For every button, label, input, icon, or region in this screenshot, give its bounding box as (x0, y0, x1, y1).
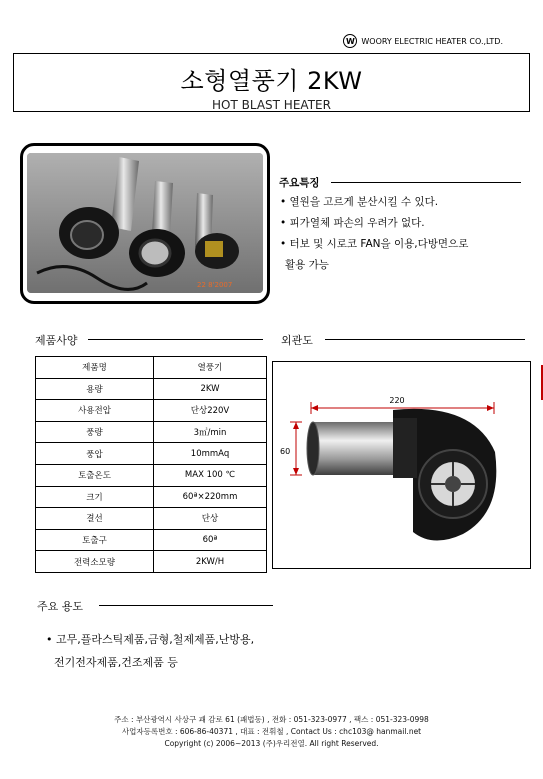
spec-label: 전력소모량 (36, 551, 154, 573)
spec-label: 풍량 (36, 421, 154, 443)
feature-item: • 피가열체 파손의 우려가 없다. (280, 217, 425, 229)
table-row (36, 529, 267, 551)
company-header (343, 34, 503, 48)
page-subtitle: HOT BLAST HEATER (212, 98, 331, 112)
spec-value: 2KW (154, 378, 267, 400)
spec-label: 제품명 (36, 357, 154, 379)
table-row (36, 378, 267, 400)
dimension-drawing-illustration (273, 362, 530, 568)
spec-value: 3㎥/min (154, 421, 267, 443)
spec-value: 60ª×220mm (154, 486, 267, 508)
width-dimension-label: 220 (389, 396, 405, 405)
spec-table (35, 356, 267, 573)
features-heading: 주요특징 (279, 177, 320, 189)
spec-label: 토출구 (36, 529, 154, 551)
spec-value: 2KW/H (154, 551, 267, 573)
drawing-divider (325, 339, 525, 340)
drawing-heading: 외관도 (281, 334, 313, 347)
spec-divider (88, 339, 263, 340)
spec-value: MAX 100 ℃ (154, 464, 267, 486)
table-row (36, 486, 267, 508)
spec-value: 단상 (154, 508, 267, 530)
spec-label: 크기 (36, 486, 154, 508)
product-photo-illustration (27, 153, 263, 293)
table-row (36, 443, 267, 465)
usage-line: 전기전자제품,건조제품 등 (54, 656, 178, 669)
spec-value: 60ª (154, 529, 267, 551)
footer-copyright: Copyright (c) 2006~2013 (주)우리전열. All right Reserved. (164, 739, 379, 748)
page-title: 소형열풍기 2KW (180, 67, 363, 95)
usage-line: • 고무,플라스틱제품,금형,철제제품,난방용, (46, 633, 255, 646)
table-row (36, 421, 267, 443)
table-row (36, 400, 267, 422)
spec-value: 열풍기 (154, 357, 267, 379)
feature-item: • 터보 및 시로코 FAN을 이용,다방면으로 (280, 238, 469, 250)
usage-divider (99, 605, 273, 606)
spec-label: 결선 (36, 508, 154, 530)
feature-item: • 열원을 고르게 분산시킬 수 있다. (280, 196, 439, 208)
title-box (13, 53, 530, 112)
spec-label: 용량 (36, 378, 154, 400)
spec-label: 풍압 (36, 443, 154, 465)
dimension-drawing (272, 361, 531, 569)
usage-heading: 주요 용도 (37, 600, 84, 613)
spec-value: 단상220V (154, 400, 267, 422)
table-row (36, 464, 267, 486)
footer-contact: 사업자등록번호 : 606-86-40371 , 대표 : 전휘철 , Contact Us : chc103@ hanmail.net (121, 727, 422, 736)
spec-value: 10mmAq (154, 443, 267, 465)
product-photo (27, 153, 263, 293)
table-row (36, 508, 267, 530)
footer-address: 주소 : 부산광역시 사상구 괘 감로 61 (괘법동) , 전화 : 051-323-0977 , 팩스 : 051-323-0998 (114, 715, 429, 724)
spec-heading: 제품사양 (35, 334, 78, 347)
table-row (36, 551, 267, 573)
usage-text (46, 628, 254, 674)
feature-item: 활용 가능 (285, 259, 329, 271)
spec-label: 토출온도 (36, 464, 154, 486)
features-divider (331, 182, 521, 183)
product-photo-frame (20, 143, 270, 304)
height-dimension-label: 60 (280, 447, 291, 456)
features-list (280, 192, 468, 276)
photo-date-stamp: 22 8'2007 (197, 281, 233, 289)
company-name: WOORY ELECTRIC HEATER CO.,LTD. (361, 36, 503, 46)
table-row (36, 357, 267, 379)
company-logo-icon: W (343, 34, 357, 48)
footer (0, 714, 543, 750)
spec-label: 사용전압 (36, 400, 154, 422)
